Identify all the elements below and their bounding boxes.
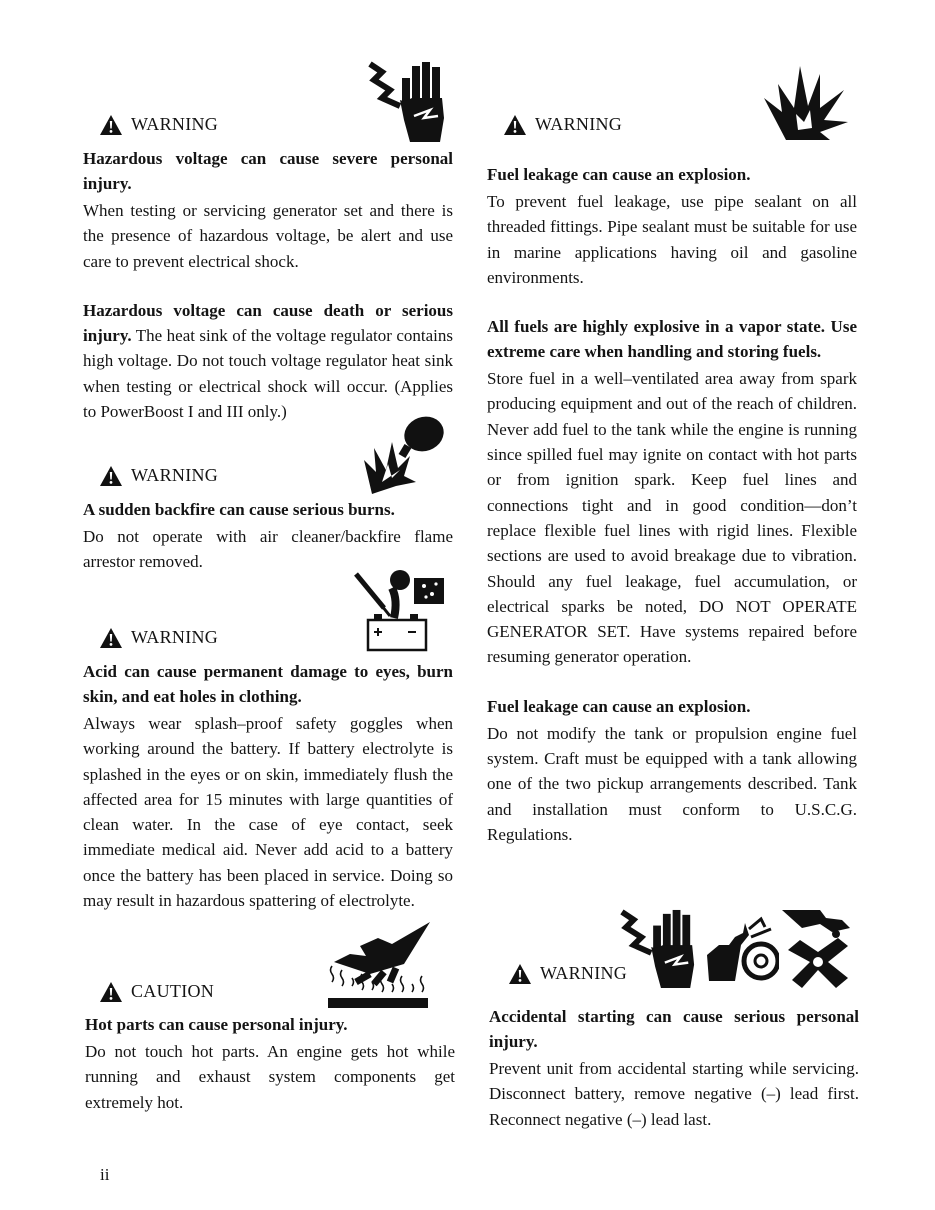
warning-text: To prevent fuel leakage, use pipe sealant on all threaded fittings. Pipe sealant must be suitable for use in marine applications having oil and gasoline environments. xyxy=(487,192,857,287)
inline-heading: Hazardous voltage can cause death or serious injury. xyxy=(83,300,453,346)
warning-body-accidental-starting xyxy=(489,1004,859,1132)
warning-body-backfire xyxy=(83,497,453,575)
warning-heading: Fuel leakage can cause an explosion. xyxy=(487,165,751,184)
signal-word: WARNING xyxy=(540,963,628,983)
warning-heading: A sudden backfire can cause serious burns. xyxy=(83,500,395,519)
hand-electric-shock-icon xyxy=(620,905,698,990)
warning-heading: Hazardous voltage can cause severe personal injury. xyxy=(83,149,453,193)
warning-heading: All fuels are highly explosive in a vapor state. Use extreme care when handling and storing fuels. xyxy=(487,317,857,362)
warning-text: Always wear splash–proof safety goggles when working around the battery. If battery electrolyte is splashed in the eyes or on skin, immediately flush the affected area for 15 minutes with large quantities of clean water. In the case of eye contact, seek immediate medical aid. Never add acid to a battery once the battery has been placed in service. Doing so may result in hazardous spattering of electrolyte. xyxy=(83,714,453,911)
warning-text: Do not modify the tank or propulsion engine fuel system. Craft must be equipped with a tank allowing one of the two pickup arrangements described. Tank and installation must conform to U.S.C.G. Regulations. xyxy=(487,723,857,844)
signal-word: CAUTION xyxy=(131,981,215,1001)
warning-heading: Fuel leakage can cause an explosion. xyxy=(487,696,751,716)
warning-signal-hazardous-voltage xyxy=(100,114,218,135)
alert-triangle-icon xyxy=(509,964,531,984)
signal-word: WARNING xyxy=(535,114,623,134)
warning-body-acid xyxy=(83,659,453,913)
warning-body-fuel xyxy=(487,162,857,847)
warning-body-hazardous-voltage xyxy=(83,146,453,424)
warning-signal-backfire xyxy=(100,465,218,486)
page-number: ii xyxy=(100,1165,110,1184)
warning-text: Prevent unit from accidental starting while servicing. Disconnect battery, remove negative (–) lead first. Reconnect negative (–) lead last. xyxy=(489,1059,859,1129)
warning-text: When testing or servicing generator set and there is the presence of hazardous voltage, be alert and use care to prevent electrical shock. xyxy=(83,201,453,271)
alert-triangle-icon xyxy=(100,466,122,486)
signal-word: WARNING xyxy=(131,465,219,485)
warning-signal-acid xyxy=(100,627,218,648)
caution-text: Do not touch hot parts. An engine gets hot while running and exhaust system components get extremely hot. xyxy=(85,1042,455,1112)
hand-electric-shock-icon xyxy=(368,58,448,143)
warning-heading: Accidental starting can cause serious personal injury. xyxy=(489,1007,859,1051)
caution-body-hot-parts xyxy=(85,1012,455,1115)
backfire-explosion-icon xyxy=(358,412,448,496)
warning-signal-accidental-starting xyxy=(509,963,627,984)
warning-text: Do not operate with air cleaner/backfire flame arrestor removed. xyxy=(83,527,453,572)
caution-heading: Hot parts can cause personal injury. xyxy=(85,1015,348,1034)
alert-triangle-icon xyxy=(504,115,526,135)
inline-text: The heat sink of the voltage regulator contains high voltage. Do not touch voltage regulator heat sink when testing or electrical shock will occur. (Applies to PowerBoost I and III only.) xyxy=(83,326,453,422)
signal-word: WARNING xyxy=(131,627,219,647)
warning-heading: Acid can cause permanent damage to eyes, burn skin, and eat holes in clothing. xyxy=(83,662,453,706)
warning-signal-fuel xyxy=(504,114,622,135)
battery-acid-icon xyxy=(354,570,450,654)
alert-triangle-icon xyxy=(100,982,122,1002)
fan-blade-hazard-icon xyxy=(780,906,856,990)
warning-paragraph xyxy=(83,298,453,424)
caution-signal-hot-parts xyxy=(100,981,214,1002)
hot-surface-hand-icon xyxy=(326,920,432,1010)
alert-triangle-icon xyxy=(100,115,122,135)
explosion-icon xyxy=(760,58,850,142)
signal-word: WARNING xyxy=(131,114,219,134)
hand-entanglement-icon xyxy=(705,915,779,983)
alert-triangle-icon xyxy=(100,628,122,648)
warning-text: Store fuel in a well–ventilated area away from spark producing equipment and out of the reach of children. Never add fuel to the tank while the engine is running since spilled fuel may ignite on contact with hot parts or from ignition spark. Keep fuel lines and connections tight and in good condition—don’t replace flexible fuel lines with rigid lines. Flexible sections are used to avoid breakage due to vibration. Should any fuel leakage, fuel accumulation, or electrical sparks be noted, DO NOT OPERATE GENERATOR SET. Have systems repaired before resuming generator operation. xyxy=(487,369,857,667)
